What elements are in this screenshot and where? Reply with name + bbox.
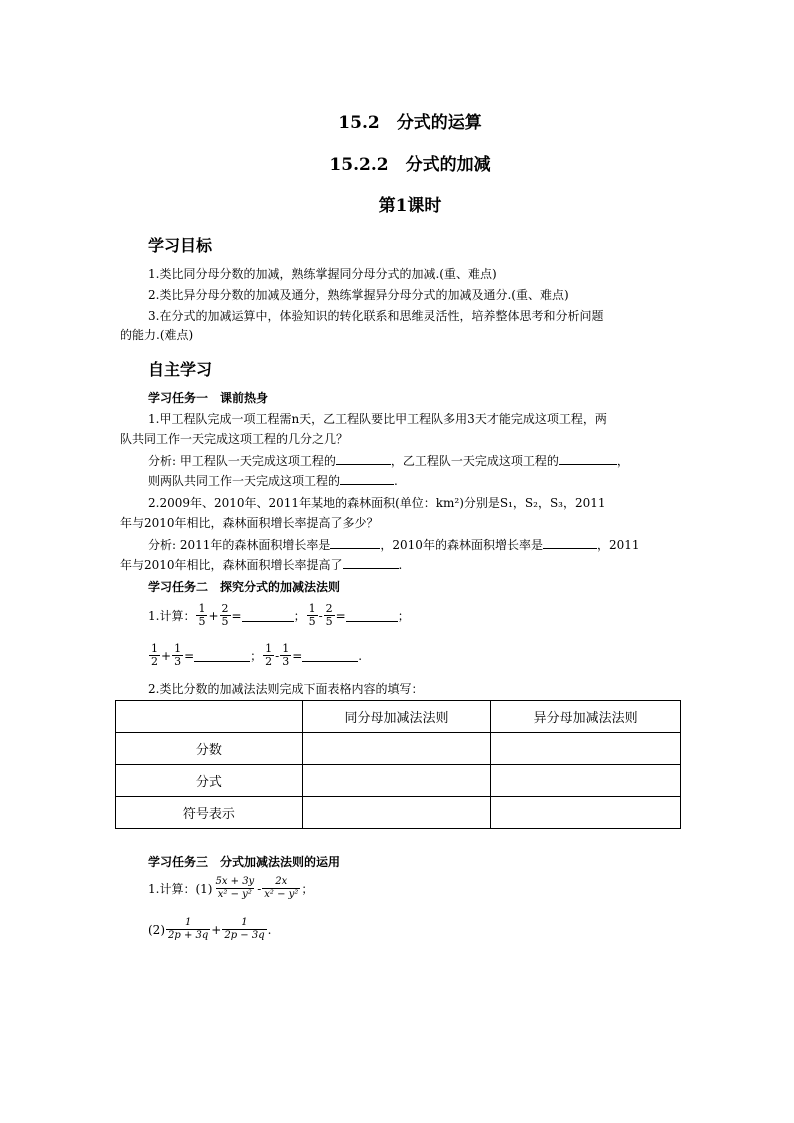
denominator: 5 bbox=[198, 615, 206, 628]
table-row bbox=[116, 797, 681, 829]
denominator: 3 bbox=[174, 655, 182, 668]
a1-text-b: ，乙工程队一天完成这项工程的 bbox=[390, 454, 559, 468]
blank-field[interactable] bbox=[543, 536, 597, 549]
blank-field[interactable] bbox=[340, 472, 394, 485]
numerator: 1 bbox=[308, 602, 316, 615]
section-title: 15.2 分式的运算 bbox=[338, 113, 482, 133]
task1-a1-line1 bbox=[148, 452, 629, 470]
fraction bbox=[220, 603, 231, 628]
numerator: 1 bbox=[151, 642, 158, 655]
numerator: 1 bbox=[265, 642, 273, 655]
fraction bbox=[324, 603, 335, 628]
fraction bbox=[166, 917, 210, 942]
denominator: 3 bbox=[282, 655, 290, 668]
task3-calc-1 bbox=[148, 876, 313, 901]
numerator: 5x + 3y bbox=[215, 876, 255, 887]
self-study-heading: 自主学习 bbox=[148, 360, 213, 379]
denominator: 5 bbox=[325, 615, 333, 628]
plus-sign: + bbox=[208, 608, 219, 623]
semicolon: ； bbox=[250, 648, 263, 663]
task2-q2: 2.类比分数的加减法法则完成下面表格内容的填写： bbox=[148, 682, 424, 696]
blank-field[interactable] bbox=[559, 452, 617, 465]
objective-3: 3.在分式的加减运算中，体验知识的转化联系和思维灵活性，培养整体思考和分析问题 bbox=[148, 309, 604, 323]
table-cell-blank[interactable] bbox=[302, 797, 491, 829]
semicolon: ； bbox=[293, 608, 306, 623]
blank-field[interactable] bbox=[330, 536, 380, 549]
denominator: 2 bbox=[151, 655, 158, 668]
task1-q1-line1: 1.甲工程队完成一项工程需n天，乙工程队要比甲工程队多用3天才能完成这项工程，两 bbox=[148, 412, 607, 426]
table-cell-blank[interactable] bbox=[491, 765, 681, 797]
objectives-heading: 学习目标 bbox=[148, 236, 213, 255]
calc-label: 1.计算：(1) bbox=[148, 881, 213, 896]
table-cell-blank[interactable] bbox=[302, 733, 491, 765]
denominator: x² − y² bbox=[264, 889, 299, 900]
calc-label: (2) bbox=[148, 922, 165, 937]
denominator: 5 bbox=[221, 615, 229, 628]
minus-sign: - bbox=[257, 881, 262, 896]
minus-sign: - bbox=[318, 608, 323, 623]
a1-text-a: 分析: 甲工程队一天完成这项工程的 bbox=[148, 454, 336, 468]
blank-field[interactable] bbox=[346, 609, 398, 622]
plus-sign: + bbox=[211, 922, 222, 937]
equals-sign: = bbox=[184, 648, 195, 663]
fraction bbox=[280, 643, 291, 668]
numerator: 2x bbox=[275, 876, 288, 887]
table-row-label: 符号表示 bbox=[116, 797, 303, 829]
minus-sign: - bbox=[275, 648, 280, 663]
blank-field[interactable] bbox=[194, 649, 250, 662]
numerator: 1 bbox=[241, 917, 248, 928]
equals-sign: = bbox=[335, 608, 346, 623]
table-cell-blank[interactable] bbox=[491, 797, 681, 829]
denominator: 2p − 3q bbox=[224, 930, 265, 941]
equals-sign: = bbox=[231, 608, 242, 623]
semicolon: ； bbox=[301, 881, 314, 896]
fraction bbox=[213, 876, 256, 901]
table-header-cell bbox=[116, 701, 303, 733]
numerator: 1 bbox=[198, 602, 206, 615]
task1-a2-line2 bbox=[120, 556, 402, 574]
a2-text-b: ，2010年的森林面积增长率是 bbox=[380, 538, 543, 552]
denominator: 2p + 3q bbox=[168, 930, 209, 941]
table-row-label: 分数 bbox=[116, 733, 303, 765]
a2-line2-end: . bbox=[398, 558, 403, 572]
denominator: 2 bbox=[265, 655, 273, 668]
blank-field[interactable] bbox=[336, 452, 391, 465]
period: . bbox=[267, 922, 272, 937]
denominator: 5 bbox=[308, 615, 316, 628]
a2-text-c: ，2011 bbox=[596, 538, 640, 552]
a1-line2-end: . bbox=[394, 474, 398, 488]
objective-3-cont: 的能力.(难点) bbox=[120, 328, 194, 342]
fraction bbox=[307, 603, 318, 628]
semicolon: ； bbox=[397, 608, 410, 623]
period: . bbox=[358, 648, 363, 663]
calc-label: 1.计算： bbox=[148, 608, 196, 623]
a1-text-c: ， bbox=[616, 454, 629, 468]
numerator: 2 bbox=[221, 602, 229, 615]
table-header-cell: 异分母加减法法则 bbox=[491, 701, 681, 733]
objective-1: 1.类比同分母分数的加减，熟练掌握同分母分式的加减.(重、难点) bbox=[148, 267, 497, 281]
task3-title: 学习任务三 分式加减法法则的运用 bbox=[148, 855, 341, 869]
task2-title: 学习任务二 探究分式的加减法法则 bbox=[148, 580, 341, 594]
task1-title: 学习任务一 课前热身 bbox=[148, 391, 269, 405]
task1-q2-line2: 年与2010年相比，森林面积增长率提高了多少？ bbox=[120, 516, 379, 530]
table-cell-blank[interactable] bbox=[302, 765, 491, 797]
table-row bbox=[116, 765, 681, 797]
numerator: 1 bbox=[282, 642, 290, 655]
fraction bbox=[263, 643, 274, 668]
table-row bbox=[116, 701, 681, 733]
task1-q2-line1: 2.2009年、2010年、2011年某地的森林面积(单位：km²)分别是S₁，S₂，S₃，2011 bbox=[148, 496, 606, 510]
task1-a1-line2 bbox=[148, 472, 398, 490]
numerator: 1 bbox=[174, 642, 182, 655]
numerator: 2 bbox=[325, 602, 333, 615]
task1-a2-line1 bbox=[148, 536, 640, 554]
a1-line2-text: 则两队共同工作一天完成这项工程的 bbox=[148, 474, 341, 488]
subsection-title: 15.2.2 分式的加减 bbox=[329, 155, 491, 175]
denominator: x² − y² bbox=[217, 889, 252, 900]
rules-table bbox=[115, 700, 681, 829]
fraction bbox=[149, 643, 160, 668]
equals-sign: = bbox=[292, 648, 303, 663]
table-cell-blank[interactable] bbox=[491, 733, 681, 765]
task2-calc-row2 bbox=[148, 643, 362, 668]
fraction bbox=[222, 917, 266, 942]
a2-text-a: 分析: 2011年的森林面积增长率是 bbox=[148, 538, 331, 552]
table-row bbox=[116, 733, 681, 765]
task2-calc-row1 bbox=[148, 603, 410, 628]
fraction bbox=[262, 876, 300, 901]
table-header-cell: 同分母加减法法则 bbox=[302, 701, 491, 733]
task3-calc-2 bbox=[148, 917, 271, 942]
fraction bbox=[172, 643, 183, 668]
blank-field[interactable] bbox=[242, 609, 294, 622]
lesson-title: 第1课时 bbox=[378, 196, 442, 216]
fraction bbox=[196, 603, 207, 628]
a2-line2-text: 年与2010年相比，森林面积增长率提高了 bbox=[120, 558, 343, 572]
blank-field[interactable] bbox=[343, 556, 399, 569]
table-row-label: 分式 bbox=[116, 765, 303, 797]
task1-q1-line2: 队共同工作一天完成这项工程的几分之几？ bbox=[120, 432, 349, 446]
plus-sign: + bbox=[161, 648, 172, 663]
blank-field[interactable] bbox=[302, 649, 358, 662]
numerator: 1 bbox=[184, 917, 192, 928]
objective-2: 2.类比异分母分数的加减及通分，熟练掌握异分母分式的加减及通分.(重、难点) bbox=[148, 288, 569, 302]
